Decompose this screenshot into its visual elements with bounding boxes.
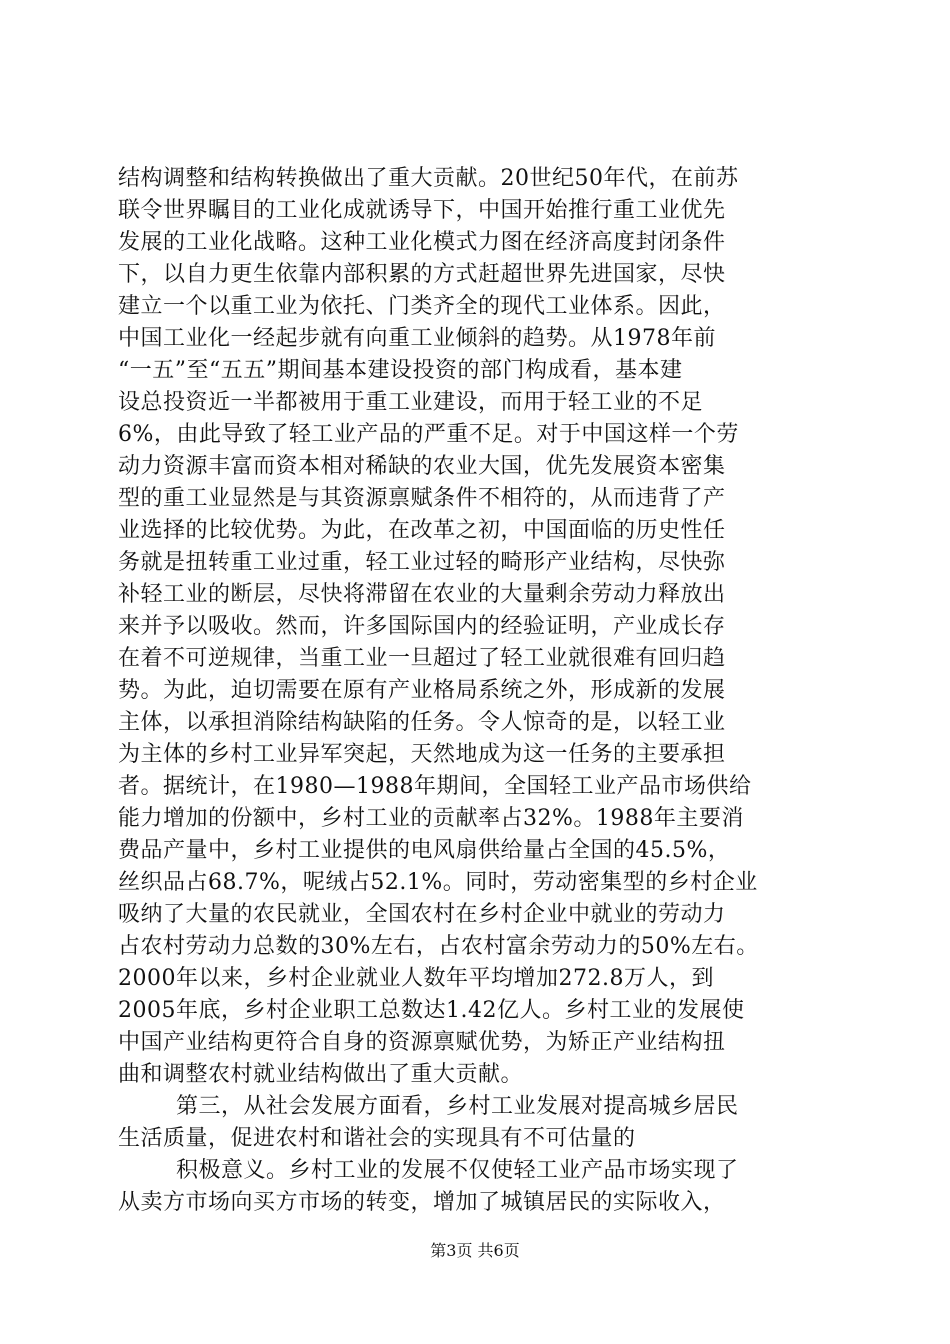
text-line: 曲和调整农村就业结构做出了重大贡献。 [118,1062,524,1087]
text-line: 主体，以承担消除结构缺陷的任务。令人惊奇的是，以轻工业 [118,710,726,735]
text-line: 从卖方市场向买方市场的转变，增加了城镇居民的实际收入， [118,1190,726,1215]
paragraph-start-line: 第三，从社会发展方面看，乡村工业发展对提高城乡居民 [176,1094,739,1119]
text-line: 动力资源丰富而资本相对稀缺的农业大国，优先发展资本密集 [118,454,726,479]
text-line: “一五”至“五五”期间基本建设投资的部门构成看，基本建 [118,358,683,383]
text-line: 费品产量中，乡村工业提供的电风扇供给量占全国的45.5%， [118,838,731,863]
text-line: 中国工业化一经起步就有向重工业倾斜的趋势。从1978年前 [118,326,716,351]
text-line: 建立一个以重工业为依托、门类齐全的现代工业体系。因此， [118,294,726,319]
text-line: 下，以自力更生依靠内部积累的方式赶超世界先进国家，尽快 [118,262,726,287]
text-line: 发展的工业化战略。这种工业化模式力图在经济高度封闭条件 [118,230,726,255]
text-line: 为主体的乡村工业异军突起，天然地成为这一任务的主要承担 [118,742,726,767]
text-line: 中国产业结构更符合自身的资源禀赋优势，为矫正产业结构扭 [118,1030,726,1055]
text-line: 2000年以来，乡村企业就业人数年平均增加272.8万人，到 [118,966,714,991]
text-line: 联令世界瞩目的工业化成就诱导下，中国开始推行重工业优先 [118,198,726,223]
text-line: 设总投资近一半都被用于重工业建设，而用于轻工业的不足 [118,390,704,415]
text-line: 型的重工业显然是与其资源禀赋条件不相符的，从而违背了产 [118,486,726,511]
text-line: 6%，由此导致了轻工业产品的严重不足。对于中国这样一个劳 [118,422,739,447]
text-line: 在着不可逆规律，当重工业一旦超过了轻工业就很难有回归趋 [118,646,726,671]
text-line: 来并予以吸收。然而，许多国际国内的经验证明，产业成长存 [118,614,726,639]
body-text [118,163,834,1219]
text-line: 2005年底，乡村企业职工总数达1.42亿人。乡村工业的发展使 [118,998,745,1023]
text-line: 补轻工业的断层，尽快将滞留在农业的大量剩余劳动力释放出 [118,582,726,607]
paragraph-start-line: 积极意义。乡村工业的发展不仅使轻工业产品市场实现了 [176,1158,739,1183]
text-line: 结构调整和结构转换做出了重大贡献。20世纪50年代，在前苏 [118,166,739,191]
text-line: 势。为此，迫切需要在原有产业格局系统之外，形成新的发展 [118,678,726,703]
text-line: 务就是扭转重工业过重，轻工业过轻的畸形产业结构，尽快弥 [118,550,726,575]
text-line: 丝织品占68.7%，呢绒占52.1%。同时，劳动密集型的乡村企业 [118,870,758,895]
text-line: 生活质量，促进农村和谐社会的实现具有不可估量的 [118,1126,636,1151]
text-line: 吸纳了大量的农民就业，全国农村在乡村企业中就业的劳动力 [118,902,726,927]
text-line: 占农村劳动力总数的30%左右，占农村富余劳动力的50%左右。 [118,934,759,959]
text-line: 者。据统计，在1980—1988年期间，全国轻工业产品市场供给 [118,774,752,799]
text-line: 能力增加的份额中，乡村工业的贡献率占32%。1988年主要消 [118,806,744,831]
page-footer: 第3页 共6页 [430,1241,520,1260]
text-line: 业选择的比较优势。为此，在改革之初，中国面临的历史性任 [118,518,726,543]
